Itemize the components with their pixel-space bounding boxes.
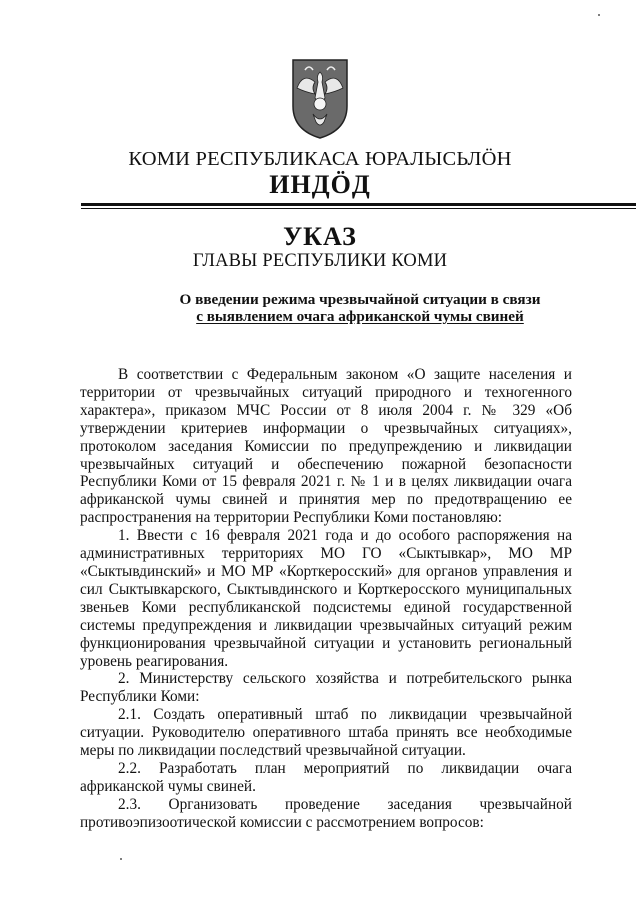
document-subtitle: ГЛАВЫ РЕСПУБЛИКИ КОМИ bbox=[192, 251, 448, 271]
paragraph-item-2-1: 2.1. Создать оперативный штаб по ликвидации чрезвычайной ситуации. Руководителю оперативного штаба принять все необходимые меры по ликвидации последствий чрезвычайной ситуации. bbox=[80, 706, 572, 760]
paragraph-item-2-2: 2.2. Разработать план мероприятий по ликвидации очага африканской чумы свиней. bbox=[80, 759, 572, 795]
heading-line-2: с выявлением очага африканской чумы свиней bbox=[196, 308, 524, 325]
paragraph-item-2: 2. Министерству сельского хозяйства и потребительского рынка Республики Коми: bbox=[80, 670, 572, 706]
document-body bbox=[80, 366, 572, 832]
document-title: УКАЗ bbox=[283, 222, 357, 251]
paragraph-item-2-3: 2.3. Организовать проведение заседания чрезвычайной противоэпизоотической комиссии с рассмотрением вопросов: bbox=[80, 795, 572, 831]
coat-of-arms-komi-icon bbox=[291, 58, 349, 140]
scan-speck bbox=[120, 858, 122, 860]
paragraph-preamble: В соответствии с Федеральным законом «О защите населения и территории от чрезвычайных ситуаций природного и техногенного характера», приказом МЧС России от 8 июля 2004 г. № 329 «Об утверждении критериев информации о чрезвычайных ситуациях», протоколом заседания Комиссии по предупреждению и ликвидации чрезвычайных ситуаций и обеспечению пожарной безопасности Республики Коми от 15 февраля 2021 г. № 1 и в целях ликвидации очага африканской чумы свиней и принятия мер по предотвращению ее распространения на территории Республики Коми постановляю: bbox=[80, 366, 572, 527]
scan-speck bbox=[598, 14, 600, 16]
header-divider-thick bbox=[81, 203, 636, 206]
document-heading bbox=[80, 291, 640, 325]
doc-type-komi: ИНДӦД bbox=[269, 170, 371, 199]
header-divider-thin bbox=[81, 208, 636, 209]
issuer-komi: КОМИ РЕСПУБЛИКАСА ЮРАЛЫСЬЛӦН bbox=[128, 148, 512, 170]
paragraph-item-1: 1. Ввести с 16 февраля 2021 года и до особого распоряжения на административных территориях МО ГО «Сыктывкар», МО МР «Сыктывдинский» и МО МР «Корткеросский» для органов управления и сил Сыктывкарского, Сыктывдинского и Корткеросского муниципальных звеньев Коми республиканской подсистемы единой государственной системы предупреждения и ликвидации чрезвычайных ситуаций режим функционирования чрезвычайной ситуации и установить региональный уровень реагирования. bbox=[80, 527, 572, 670]
heading-line-1: О введении режима чрезвычайной ситуации в связи bbox=[179, 291, 541, 308]
